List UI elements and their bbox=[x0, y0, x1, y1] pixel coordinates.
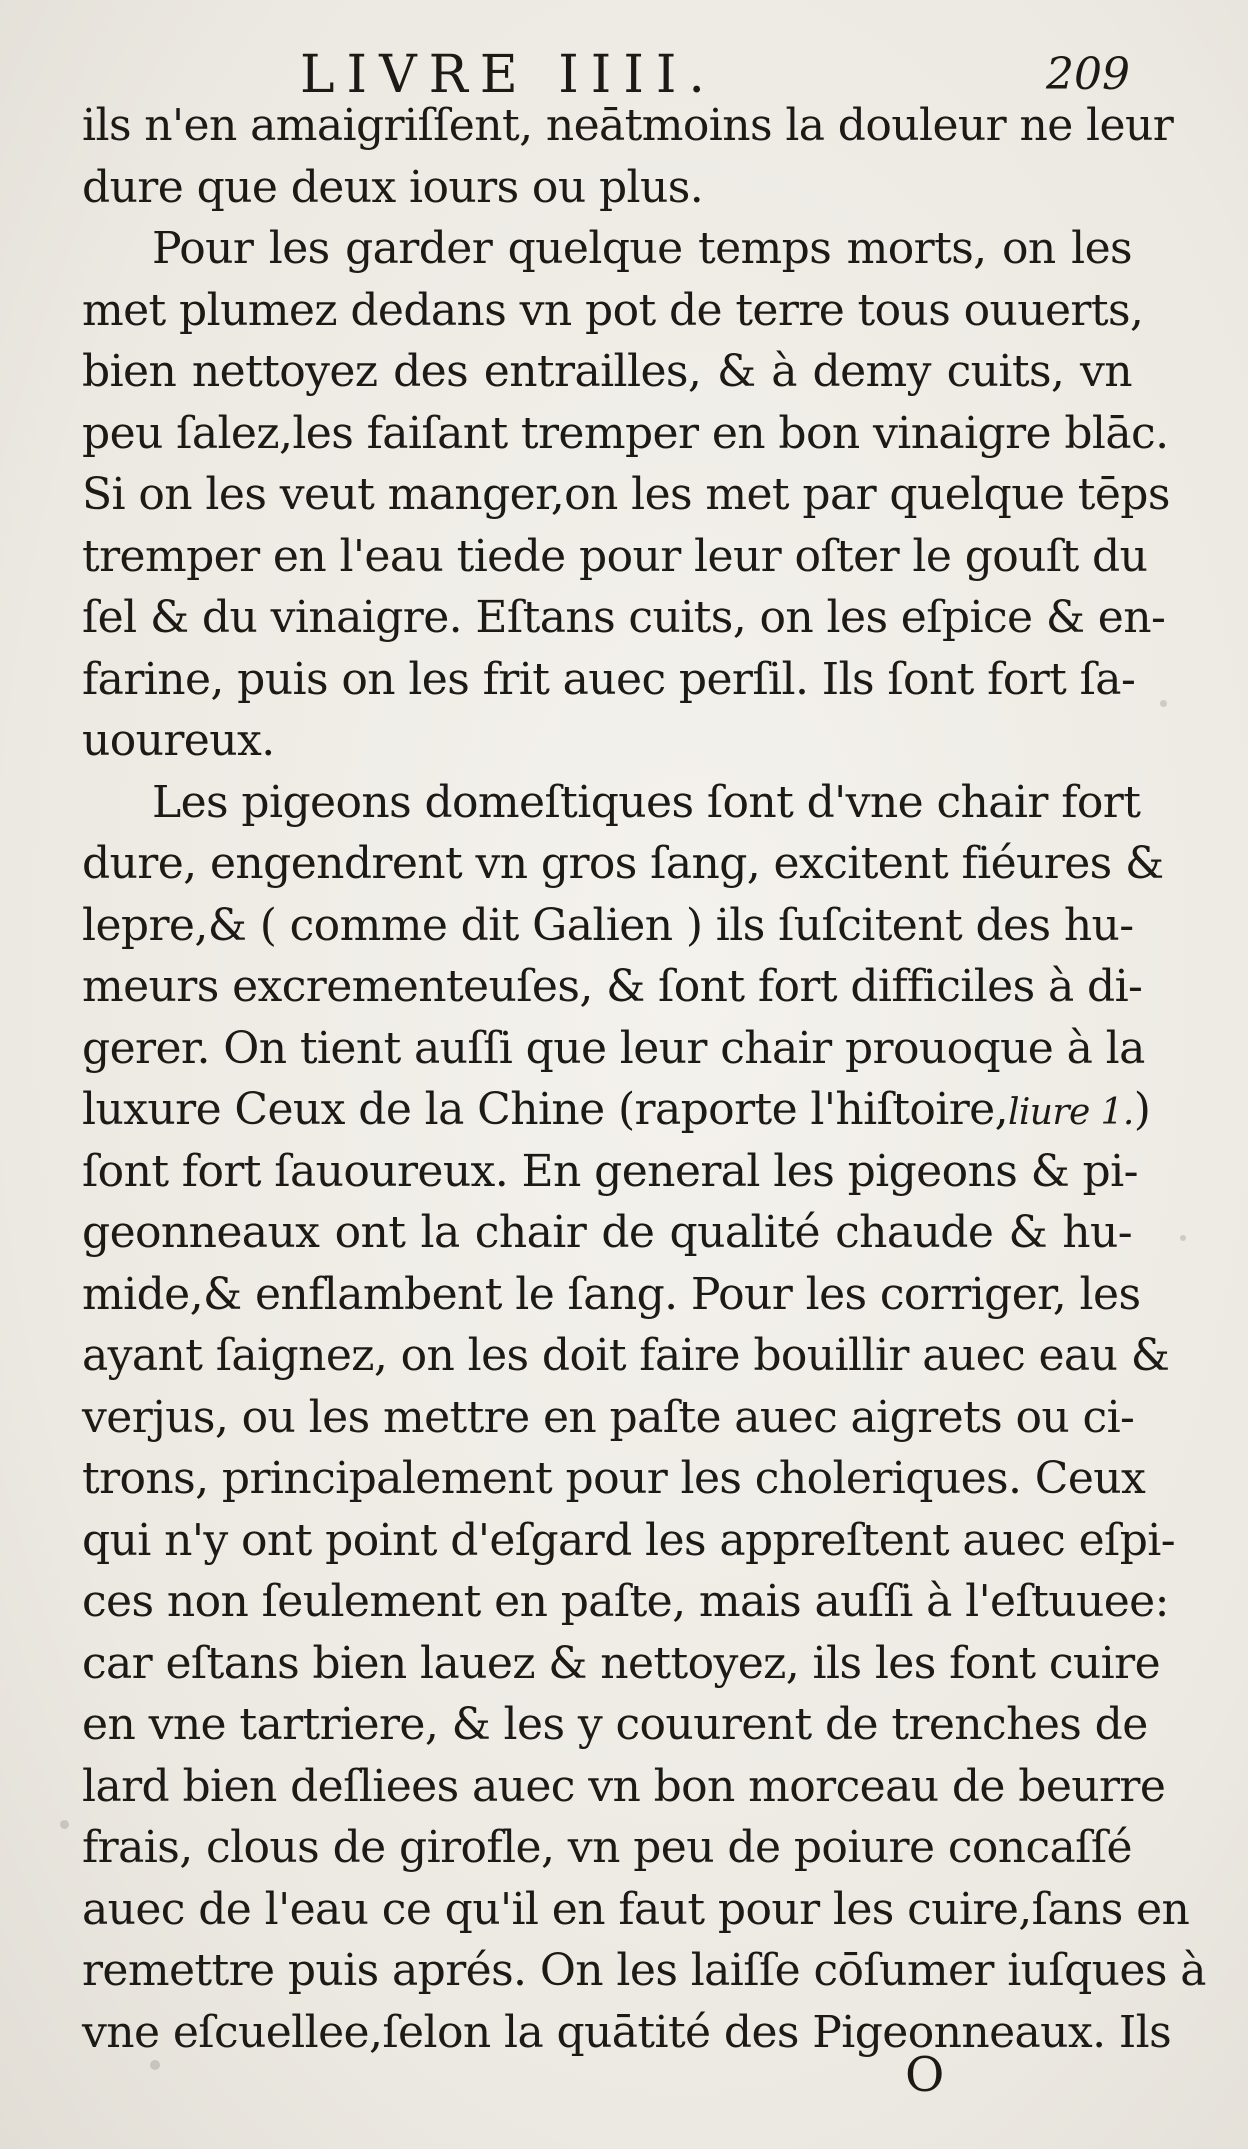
text-fragment: luxure Ceux de la Chine (raporte l'hiſtoire, bbox=[82, 1084, 1008, 1135]
paragraph-start-line: Pour les garder quelque temps morts, on les bbox=[152, 223, 1132, 274]
text-line: car eſtans bien lauez & nettoyez, ils les font cuire bbox=[82, 1637, 1161, 1689]
text-line: tremper en l'eau tiede pour leur oſter le gouſt du bbox=[82, 530, 1148, 582]
text-line: auec de l'eau ce qu'il en faut pour les cuire,ſans en bbox=[82, 1883, 1190, 1935]
text-line: met plumez dedans vn pot de terre tous ouuerts, bbox=[82, 284, 1144, 336]
text-line: ſel & du vinaigre. Eſtans cuits, on les eſpice & en- bbox=[82, 592, 1166, 643]
text-line: qui n'y ont point d'eſgard les appreſtent auec eſpi- bbox=[82, 1514, 1176, 1566]
text-line: vne eſcuellee,ſelon la quātité des Pigeonneaux. Ils bbox=[82, 2006, 1172, 2058]
page-number: 209 bbox=[1046, 49, 1130, 100]
text-line: lepre,& ( comme dit Galien ) ils ſuſcitent des hu- bbox=[82, 899, 1134, 951]
text-line: Si on les veut manger,on les met par quelque tēps bbox=[82, 469, 1170, 520]
text-line-with-reference bbox=[82, 1079, 1151, 1141]
running-head: LIVRE IIII. bbox=[300, 45, 717, 105]
text-line: ayant ſaignez, on les doit faire bouillir auec eau & bbox=[82, 1330, 1170, 1381]
text-line: peu ſalez,les faiſant tremper en bon vinaigre blāc. bbox=[82, 407, 1169, 459]
paragraph-start-line: Les pigeons domeſtiques ſont d'vne chair fort bbox=[152, 776, 1141, 828]
text-line: meurs excrementeuſes, & ſont fort difficiles à di- bbox=[82, 961, 1143, 1012]
text-line: remettre puis aprés. On les laiſſe cōſumer iuſques à bbox=[82, 1945, 1206, 1996]
text-line: lard bien deſliees auec vn bon morceau de beurre bbox=[82, 1760, 1166, 1812]
marginal-reference: liure 1. bbox=[1007, 1092, 1134, 1133]
text-line: ces non ſeulement en paſte, mais auſſi à l'eſtuuee: bbox=[82, 1576, 1169, 1627]
body-text bbox=[82, 95, 1206, 2063]
ink-speck bbox=[1180, 1235, 1186, 1241]
signature-mark: O bbox=[905, 2047, 945, 2103]
closing-paren: ) bbox=[1133, 1084, 1151, 1135]
text-line: geonneaux ont la chair de qualité chaude & hu- bbox=[82, 1207, 1132, 1258]
ink-speck bbox=[1160, 700, 1167, 707]
text-line: dure que deux iours ou plus. bbox=[82, 161, 704, 213]
text-line: uoureux. bbox=[82, 715, 275, 766]
text-line: ſont fort ſauoureux. En general les pigeons & pi- bbox=[82, 1145, 1138, 1197]
text-line: farine, puis on les frit auec perſil. Ils ſont fort ſa- bbox=[82, 653, 1136, 705]
text-line: dure, engendrent vn gros ſang, excitent fiéures & bbox=[82, 838, 1164, 889]
text-line: gerer. On tient auſſi que leur chair prouoque à la bbox=[82, 1022, 1145, 1074]
text-line: en vne tartriere, & les y couurent de trenches de bbox=[82, 1699, 1148, 1750]
text-line: frais, clous de girofle, vn peu de poiure concaſſé bbox=[82, 1822, 1132, 1873]
ink-speck bbox=[60, 1820, 69, 1829]
text-line: bien nettoyez des entrailles, & à demy cuits, vn bbox=[82, 346, 1132, 397]
text-line: trons, principalement pour les choleriques. Ceux bbox=[82, 1453, 1146, 1504]
text-line: ils n'en amaigriſſent, neātmoins la douleur ne leur bbox=[82, 100, 1174, 151]
text-line: mide,& enflambent le ſang. Pour les corriger, les bbox=[82, 1268, 1141, 1320]
text-line: verjus, ou les mettre en paſte auec aigrets ou ci- bbox=[82, 1391, 1135, 1443]
